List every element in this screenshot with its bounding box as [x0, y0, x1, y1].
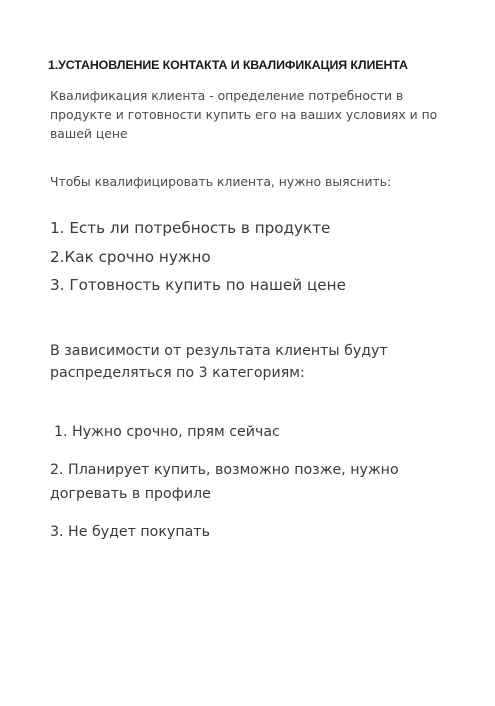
category-item-2: 2. Планирует купить, возможно позже, нужно догревать в профиле — [50, 462, 399, 502]
need-item-3: 3. Готовность купить по нашей цене — [50, 276, 346, 294]
document-title: 1.УСТАНОВЛЕНИЕ КОНТАКТА И КВАЛИФИКАЦИЯ КЛИЕНТА — [48, 58, 408, 72]
category-item-1: 1. Нужно срочно, прям сейчас — [54, 424, 280, 440]
need-item-2: 2.Как срочно нужно — [50, 248, 211, 266]
categories-intro-paragraph: В зависимости от результата клиенты будут распределяться по 3 категориям: — [50, 343, 388, 381]
category-item-3: 3. Не будет покупать — [50, 524, 210, 540]
intro-paragraph: Квалификация клиента - определение потребности в продукте и готовности купить его на ваших условиях и по вашей цене — [50, 88, 438, 141]
question-line: Чтобы квалифицировать клиента, нужно выяснить: — [50, 174, 392, 189]
need-item-1: 1. Есть ли потребность в продукте — [50, 219, 331, 237]
